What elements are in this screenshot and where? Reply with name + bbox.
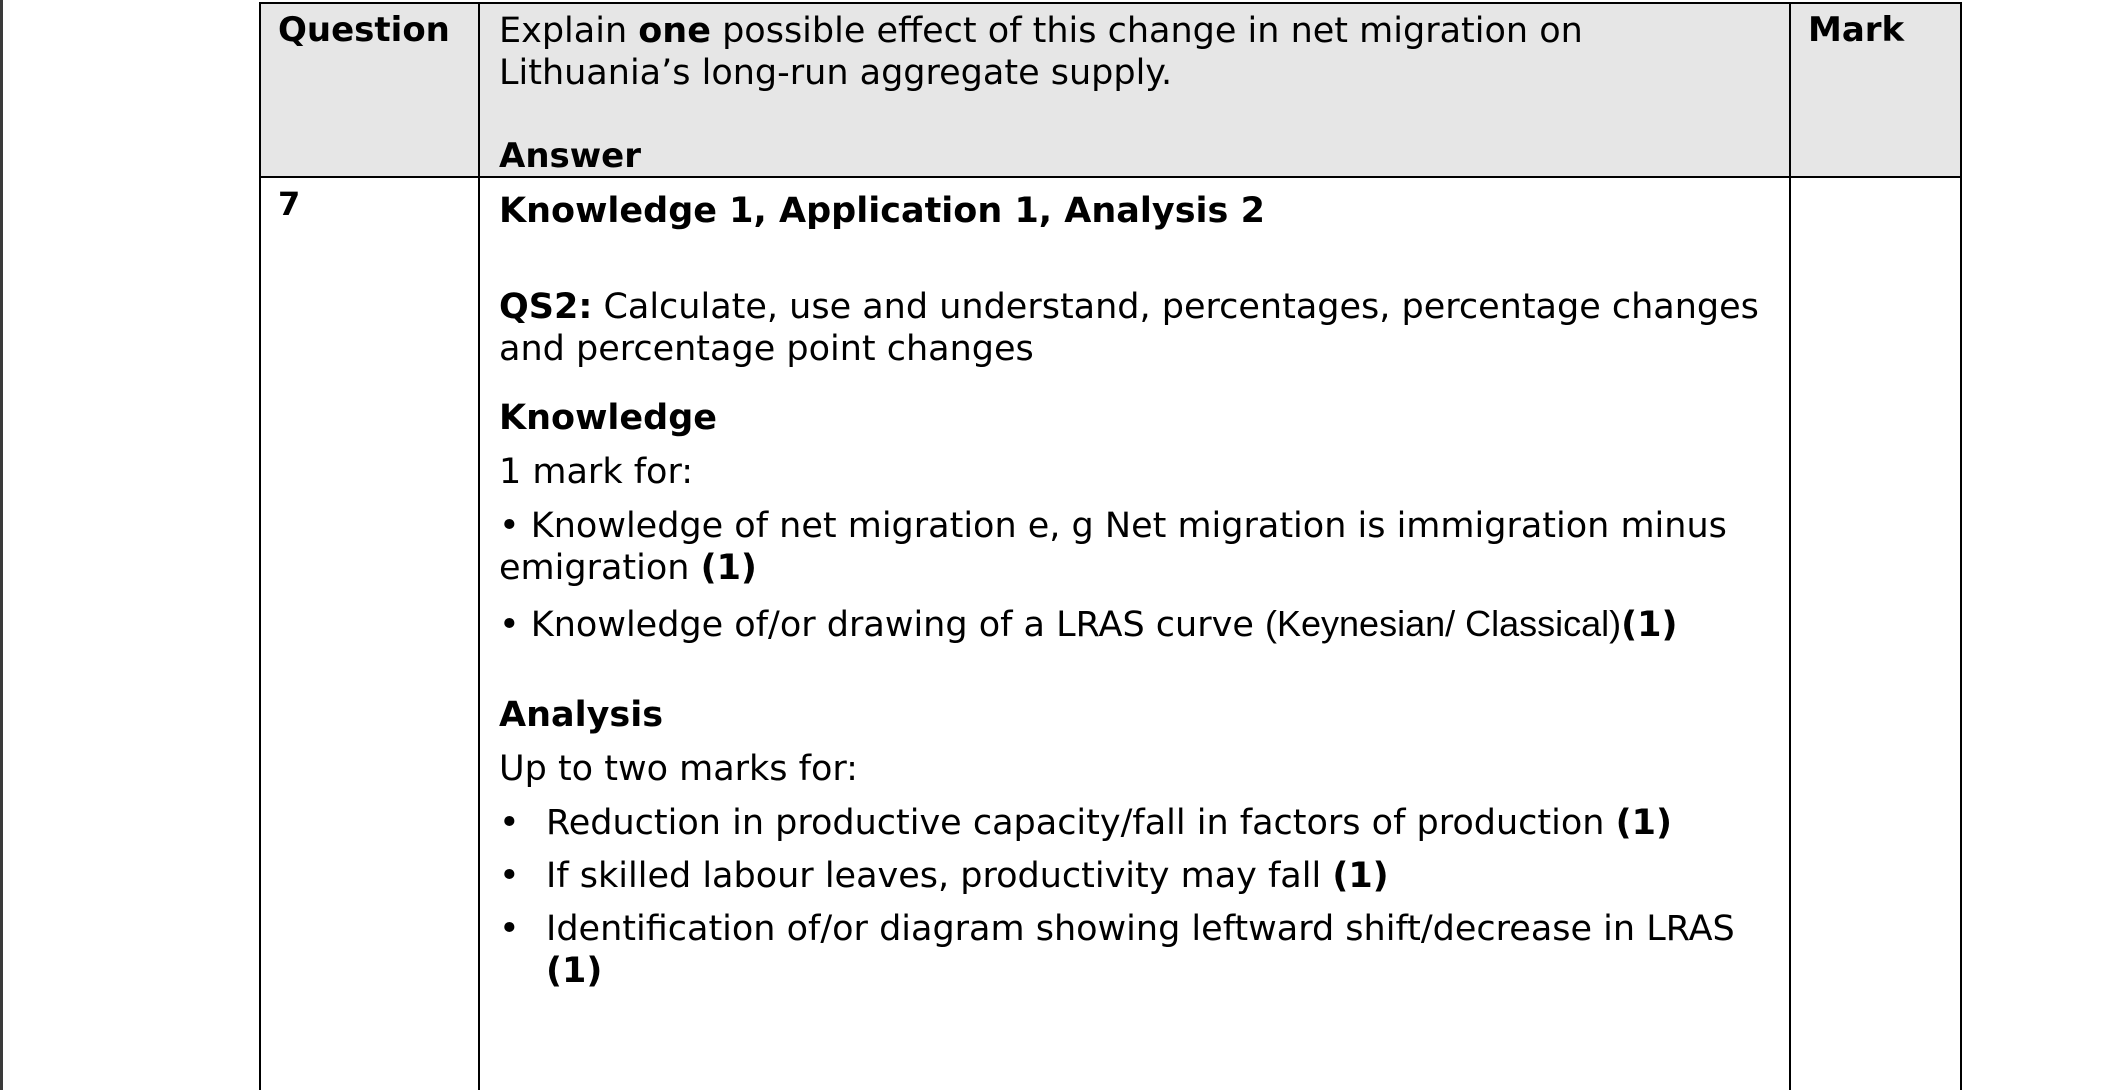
qs-text: Calculate, use and understand, percentages, percentage changes and percentage point changes: [499, 287, 1759, 369]
question-text: [480, 4, 1789, 94]
analysis-item-text: Identification of/or diagram showing leftward shift/decrease in LRAS: [546, 909, 1735, 949]
analysis-item-text: If skilled labour leaves, productivity may fall: [546, 856, 1333, 896]
bullet-icon: •: [499, 856, 520, 896]
question-header-cell: [260, 3, 479, 177]
question-text-emphasis: one: [638, 11, 711, 51]
table-row: [260, 177, 1961, 1090]
table-header-row: [260, 3, 1961, 177]
analysis-item-mark: (1): [546, 951, 603, 991]
knowledge-item-note: (Keynesian/ Classical): [1265, 603, 1622, 644]
bullet-icon: •: [499, 605, 520, 645]
analysis-item-mark: (1): [1615, 803, 1672, 843]
question-number-cell: [260, 177, 479, 1090]
list-item: [499, 855, 1769, 897]
question-column-label: Question: [278, 10, 450, 50]
question-number: 7: [278, 185, 301, 223]
question-text-start: Explain: [499, 11, 639, 51]
knowledge-item: [499, 505, 1769, 589]
mark-scheme-table: [259, 2, 1962, 1090]
list-item: [499, 908, 1769, 992]
mark-value-cell: [1790, 177, 1961, 1090]
analysis-intro: Up to two marks for:: [499, 749, 858, 789]
page-edge: [0, 0, 3, 1090]
answer-cell: [479, 177, 1790, 1090]
bullet-icon: •: [499, 506, 520, 546]
knowledge-item-text: Knowledge of net migration e, g Net migration is immigration minus emigration: [499, 506, 1727, 588]
analysis-item-text: Reduction in productive capacity/fall in factors of production: [546, 803, 1616, 843]
question-text-end: possible effect of this change in net migration on Lithuania’s long-run aggregate supply.: [499, 11, 1583, 93]
analysis-item-mark: (1): [1332, 856, 1389, 896]
answer-label: Answer: [499, 136, 641, 176]
knowledge-item-mark: (1): [1621, 605, 1678, 645]
qs-code: QS2:: [499, 287, 593, 327]
knowledge-item: [499, 603, 1769, 646]
question-text-cell: [479, 3, 1790, 177]
bullet-icon: •: [499, 803, 520, 843]
knowledge-item-text: Knowledge of/or drawing of a LRAS curve: [519, 605, 1265, 645]
bullet-icon: •: [499, 909, 520, 949]
answer-body: [480, 178, 1789, 992]
analysis-heading: Analysis: [499, 695, 664, 735]
mark-header-cell: [1790, 3, 1961, 177]
knowledge-intro: 1 mark for:: [499, 452, 694, 492]
knowledge-item-mark: (1): [700, 548, 757, 588]
knowledge-heading: Knowledge: [499, 398, 717, 438]
marks-breakdown: Knowledge 1, Application 1, Analysis 2: [499, 191, 1265, 231]
analysis-list: [499, 802, 1769, 992]
quantitative-skill: [499, 286, 1769, 370]
mark-column-label: Mark: [1808, 10, 1905, 50]
list-item: [499, 802, 1769, 844]
